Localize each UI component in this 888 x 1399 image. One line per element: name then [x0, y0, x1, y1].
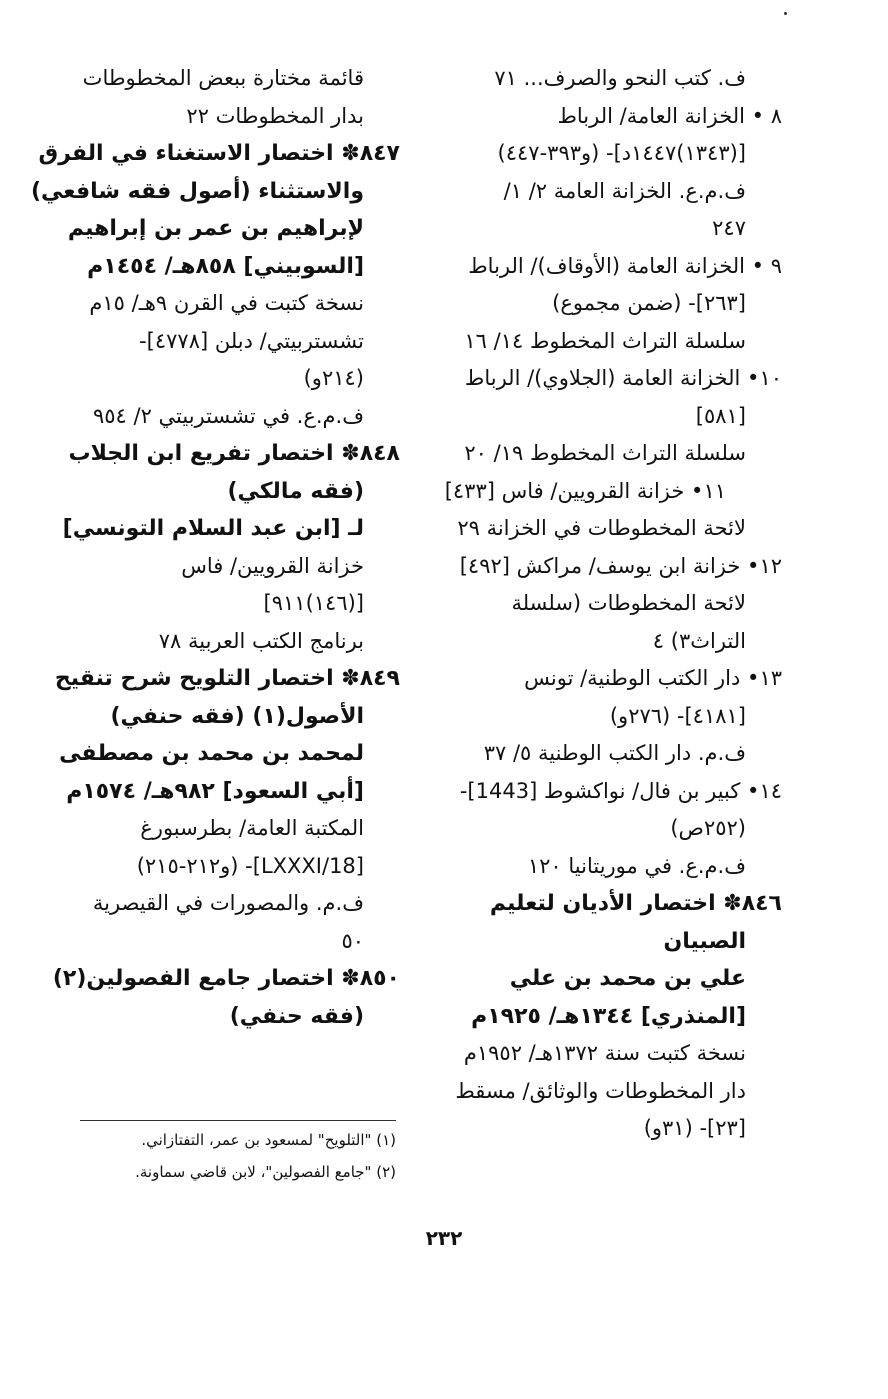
text-line: ف.م. دار الكتب الوطنية ٥/ ٣٧ [483, 741, 746, 765]
text-line: ٢٤٧ [712, 216, 746, 240]
left-column [30, 60, 400, 1035]
text-line: ٨٤٩✽ اختصار التلويح شرح تنقيح [54, 666, 400, 691]
text-line: لإبراهيم بن عمر بن إبراهيم [67, 216, 364, 241]
text-line: ف.م.ع. في موريتانيا ١٢٠ [527, 853, 746, 878]
text-line: خزانة القرويين/ فاس [181, 553, 364, 578]
text-line: [(١٤٦)٩١١] [263, 591, 364, 615]
text-line: (٢٥٢ص) [670, 816, 746, 840]
text-line: التراث٣) ٤ [652, 628, 746, 653]
text-line: [السوبيني] ٨٥٨هـ/ ١٤٥٤م [87, 253, 364, 279]
text-line: ٨٤٧✽ اختصار الاستغناء في الفرق [38, 141, 400, 166]
page-number: ٢٣٢ [425, 1226, 463, 1250]
text-line: لائحة المخطوطات في الخزانة ٢٩ [457, 516, 746, 540]
text-line: ٨٤٨✽ اختصار تفريع ابن الجلاب [68, 441, 400, 466]
text-line: الأصول(١) (فقه حنفي) [110, 703, 364, 729]
text-line: ف.م.ع. في تشستربيتي ٢/ ٩٥٤ [92, 403, 364, 428]
right-column [442, 60, 782, 1148]
text-line: ٥٠ [341, 928, 364, 953]
text-line: ٨٤٦✽ اختصار الأديان لتعليم [489, 891, 782, 916]
text-line: سلسلة التراث المخطوط ١٩/ ٢٠ [464, 441, 746, 465]
text-line: [٢٦٣]- (ضمن مجموع) [552, 291, 746, 315]
text-line: [٤١٨١]- (٢٧٦و) [609, 703, 746, 728]
text-line: ف.م. والمصورات في القيصرية [92, 891, 364, 915]
text-line: لـ [ابن عبد السلام التونسي] [62, 516, 364, 541]
text-line: والاستثناء (أصول فقه شافعي) [30, 178, 364, 204]
text-line: برنامج الكتب العربية ٧٨ [158, 628, 364, 653]
text-line: ٨٥٠✽ اختصار جامع الفصولين(٢) [52, 966, 400, 991]
text-line: نسخة كتبت في القرن ٩هـ/ ١٥م [89, 291, 364, 315]
text-line: [٢٣]- (٣١و) [643, 1116, 746, 1140]
text-line: تشستربيتي/ دبلن [٤٧٧٨]- [139, 328, 364, 353]
footnote-rule [80, 1120, 396, 1121]
text-line: [أبي السعود] ٩٨٢هـ/ ١٥٧٤م [66, 778, 364, 804]
text-line: (٢١٤و) [303, 366, 364, 390]
text-line: ١٤• كبير بن فال/ نواكشوط [1443]- [459, 778, 782, 803]
text-line: ١٠• الخزانة العامة (الجلاوي)/ الرباط [464, 366, 782, 390]
footnote-1: (١) "التلويح" لمسعود بن عمر، التفتازاني. [141, 1131, 396, 1149]
text-line: المكتبة العامة/ بطرسبورغ [140, 816, 364, 840]
text-line: ١٢• خزانة ابن يوسف/ مراكش [٤٩٢] [459, 553, 782, 578]
text-line: لمحمد بن محمد بن مصطفى [59, 741, 364, 766]
text-line: ٨ • الخزانة العامة/ الرباط [557, 103, 782, 128]
text-line: ٩ • الخزانة العامة (الأوقاف)/ الرباط [468, 253, 782, 278]
text-line: [٥٨١] [695, 403, 746, 428]
footnote-2: (٢) "جامع الفصولين"، لابن قاضي سماونة. [135, 1163, 396, 1181]
text-line: قائمة مختارة ببعض المخطوطات [82, 66, 364, 90]
text-line: [(١٣٤٣)١٤٤٧د]- (و٣٩٣-٤٤٧) [497, 141, 746, 165]
text-line: [LXXXI/18]- (و٢١٢-٢١٥) [136, 853, 364, 878]
text-line: علي بن محمد بن علي [509, 966, 746, 991]
text-line: ١٣• دار الكتب الوطنية/ تونس [524, 666, 782, 690]
text-line: (فقه مالكي) [227, 478, 364, 504]
text-line: ١١• خزانة القرويين/ فاس [٤٣٣] [444, 478, 726, 503]
text-line: لائحة المخطوطات (سلسلة [511, 591, 746, 615]
text-line: نسخة كتبت سنة ١٣٧٢هـ/ ١٩٥٢م [463, 1041, 746, 1065]
text-line: دار المخطوطات والوثائق/ مسقط [455, 1078, 746, 1103]
text-line: ف. كتب النحو والصرف... ٧١ [494, 66, 746, 90]
text-line: [المنذري] ١٣٤٤هـ/ ١٩٢٥م [471, 1003, 746, 1029]
text-line: (فقه حنفي) [229, 1003, 364, 1029]
text-line: ف.م.ع. الخزانة العامة ٢/ ١/ [503, 178, 746, 203]
speck-mark [784, 12, 787, 15]
text-line: بدار المخطوطات ٢٢ [186, 103, 364, 128]
text-line: الصبيان [663, 928, 746, 954]
text-line: سلسلة التراث المخطوط ١٤/ ١٦ [464, 328, 746, 353]
